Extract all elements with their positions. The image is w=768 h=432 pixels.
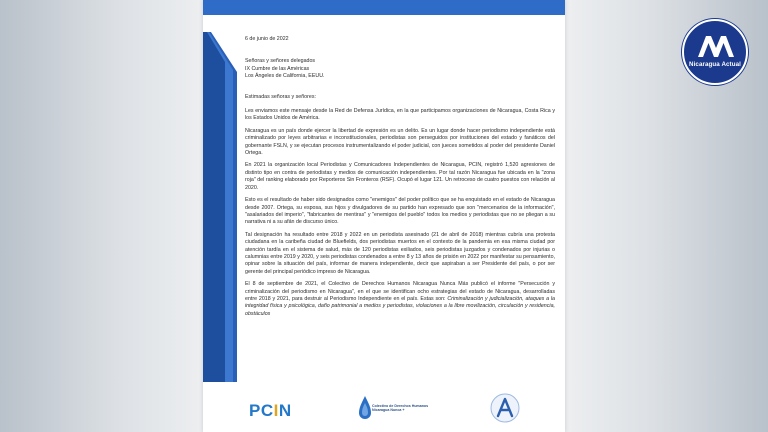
letter-document (203, 0, 565, 432)
addressee-line: Señoras y señores delegados (245, 58, 316, 65)
pcin-logo-text-end: N (278, 401, 292, 420)
na-monogram-icon (697, 34, 735, 58)
footer-logos (203, 391, 565, 427)
letter-paragraph-last (245, 281, 555, 318)
brand-name: Nicaragua Actual (689, 61, 741, 68)
document-header-bar (203, 0, 565, 15)
letter-paragraph: Nicaragua es un país donde ejercer la libertad de expresión es un delito. Es un lugar donde hacer periodismo independiente está criminalizado por leyes arbitrarias e inconstitucionales, periodistas son perseguidos por instituciones del estado y fanáticos del gobernante FSLN, y se ejecutan procesos instrumentalizando el poder judicial, con jueces sometidos al poder del presidente Daniel Ortega. (245, 127, 555, 157)
a-emblem-logo (490, 393, 520, 423)
nicaragua-actual-logo (682, 19, 748, 85)
decorative-blue-band (203, 32, 237, 382)
colectivo-logo (358, 393, 428, 425)
letter-paragraph: En 2021 la organización local Periodistas y Comunicadores Independientes de Nicaragua, PCIN, registró 1,520 agresiones de distinto tipo en contra de periodistas y medios de comunicación independientes. Por tal razón Nicaragua fue ubicada en la "zona roja" del ranking elaborado por Reporteros Sin Fronteros (RSF). Ocupó el lugar 121. Un retroceso de cuatro puestos con relación al 2020. (245, 162, 555, 191)
addressee-line: IX Cumbre de las Américas (245, 65, 310, 72)
pcin-logo-mark: I (273, 401, 279, 420)
letter-date: 6 de junio de 2022 (245, 36, 289, 42)
letter-salutation: Estimadas señoras y señores: (245, 93, 316, 100)
addressee-line: Los Ángeles de California, EEUU. (245, 73, 325, 80)
last-paragraph-italic: Criminalización y judicialización, ataques a la integridad física y psicológica, daño patrimonial a medios y periodistas, violaciones a la libre movilización, circulación y residencia, obstáculos (245, 295, 555, 317)
colectivo-logo-text: Colectivo de Derechos Humanos Nicaragua Nunca + (372, 404, 429, 413)
pcin-logo-text: PC (249, 401, 274, 420)
background-left-blur (0, 0, 200, 432)
letter-paragraph: Tal designación ha resultado entre 2018 y 2022 en un periodista asesinado (21 de abril de 2018) mientras cubría una protesta ciudadana en la caribeña ciudad de Bluefields, dos periodistas muertos en el contexto de la pandemia en esa misma ciudad por atención tardía en el sistema de salud, más de 120 periodistas exiliados, seis periodistas juzgados y condenados por injurias o calumnias entre 2019 y 2020, y seis periodistas condenados a entre 8 y 13 años de prisión en 2022 por manifestar su pensamiento, opinar sobre la situación del país, informar de manera independiente, decir que aspiraban a ser Presidente del país, o por ser gerente del principal periódico impreso de Nicaragua. (245, 231, 555, 275)
colectivo-drop-icon (358, 395, 372, 421)
letter-paragraph: Les enviamos este mensaje desde la Red de Defensa Jurídica, en la que participamos organizaciones de Nicaragua, Costa Rica y los Estados Unidos de América. (245, 108, 555, 122)
last-paragraph-text: El 8 de septiembre de 2021, el Colectivo de Derechos Humanos Nicaragua Nunca Más publicó el informe "Persecución y criminalización del periodismo en Nicaragua", en el que se identifican ocho estrategias del estado de Nicaragua, desarrolladas entre 2018 y 2021, para destruir al Periodismo Independiente en el país. Estas son: (245, 281, 555, 302)
letter-addressee (245, 58, 555, 80)
pcin-logo (249, 401, 292, 421)
letter-body (245, 36, 555, 323)
letter-paragraph: Esto es el resultado de haber sido designados como "enemigos" del poder político que se ha enquistado en el estado de Nicaragua desde 2007. Ortega, su esposa, sus hijos y divulgadores de su partido han expresado que son "mercenarios de la información", "asalariados del imperio", "fabricantes de mentiras" y "enemigos del pueblo" todos los medios y periodistas que no se pliegan a su narrativa ni a su afán de discurso único. (245, 197, 555, 226)
